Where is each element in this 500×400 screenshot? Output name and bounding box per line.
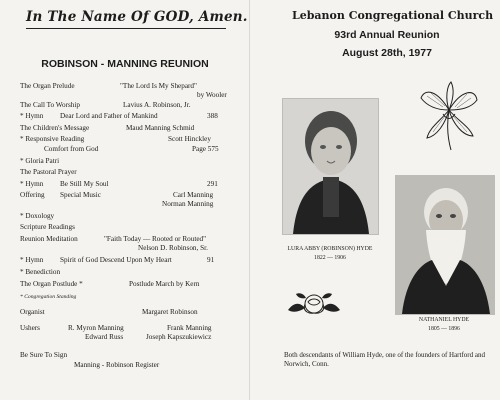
- organist-name: Margaret Robinson: [142, 308, 198, 316]
- program-number: Page 575: [192, 145, 219, 153]
- program-label: The Children's Message: [20, 124, 90, 132]
- congregation-note: * Congregation Standing: [20, 294, 77, 300]
- program-label: Offering: [20, 191, 45, 199]
- portrait-2-years: 1805 — 1896: [428, 326, 460, 332]
- cover-page: [250, 0, 500, 400]
- program-detail-2: Nelson D. Robinson, Sr.: [138, 244, 208, 252]
- program-label: Scripture Readings: [20, 223, 75, 231]
- organist-label: Organist: [20, 308, 45, 316]
- reunion-title: ROBINSON - MANNING REUNION: [41, 58, 209, 70]
- program-detail: Lavius A. Robinson, Jr.: [123, 101, 191, 109]
- ushers-label: Ushers: [20, 324, 40, 332]
- program-detail: Scott Hinckley: [168, 135, 211, 143]
- rose-illustration: [284, 286, 344, 322]
- program-label: * Hymn: [20, 256, 44, 264]
- program-title: Dear Lord and Father of Mankind: [60, 112, 158, 120]
- program-number: 291: [207, 180, 218, 188]
- usher-name: R. Myron Manning: [68, 324, 124, 332]
- program-detail: Carl Manning: [173, 191, 214, 199]
- reunion-date: August 28th, 1977: [342, 47, 432, 59]
- program-detail: "The Lord Is My Shepard": [120, 82, 197, 90]
- heading-underline: [26, 28, 226, 29]
- program-label: * Hymn: [20, 112, 44, 120]
- program-label: * Responsive Reading: [20, 135, 85, 143]
- portrait-1-name: LURA ABBY (ROBINSON) HYDE: [287, 246, 373, 252]
- program-label: The Organ Prelude: [20, 82, 75, 90]
- portrait-nathaniel-hyde: [395, 175, 495, 315]
- orchid-illustration: [417, 80, 481, 154]
- program-number: 91: [207, 256, 215, 264]
- program-title: Comfort from God: [44, 145, 99, 153]
- program-detail-2: by Wooler: [197, 91, 227, 99]
- reunion-number: 93rd Annual Reunion: [334, 29, 440, 41]
- register-label: Be Sure To Sign: [20, 351, 68, 359]
- program-title: Special Music: [60, 191, 101, 199]
- portrait-lura-hyde: [282, 98, 379, 235]
- usher-name: Edward Russ: [85, 333, 124, 341]
- program-number: 388: [207, 112, 218, 120]
- program-detail: Postlude March by Kern: [129, 280, 200, 288]
- portrait-1-years: 1822 — 1906: [314, 255, 346, 261]
- program-label: * Doxology: [20, 212, 55, 220]
- program-label: * Benediction: [20, 268, 61, 276]
- program-title: Spirit of God Descend Upon My Heart: [60, 256, 172, 264]
- program-label: The Organ Postlude *: [20, 280, 83, 288]
- program-title: Be Still My Soul: [60, 180, 109, 188]
- register-name: Manning - Robinson Register: [74, 361, 160, 369]
- program-detail: "Faith Today — Rooted or Routed": [104, 235, 207, 243]
- church-name: Lebanon Congregational Church: [292, 9, 494, 22]
- usher-name: Joseph Kapszukiewicz: [146, 333, 212, 341]
- program-label: The Call To Worship: [20, 101, 80, 109]
- program-label: * Gloria Patri: [20, 157, 60, 165]
- program-label: The Pastoral Prayer: [20, 168, 77, 176]
- footer-note: Both descendants of William Hyde, one of the founders of Hartford and Norwich, Conn.: [284, 351, 485, 368]
- program-label: Reunion Meditation: [20, 235, 78, 243]
- program-detail: Maud Manning Schmid: [126, 124, 195, 132]
- portrait-2-name: NATHANIEL HYDE: [418, 317, 470, 323]
- program-label: * Hymn: [20, 180, 44, 188]
- usher-name: Frank Manning: [167, 324, 212, 332]
- program-detail-2: Norman Manning: [162, 200, 214, 208]
- invocation-heading: In The Name Of GOD, Amen.: [26, 9, 248, 25]
